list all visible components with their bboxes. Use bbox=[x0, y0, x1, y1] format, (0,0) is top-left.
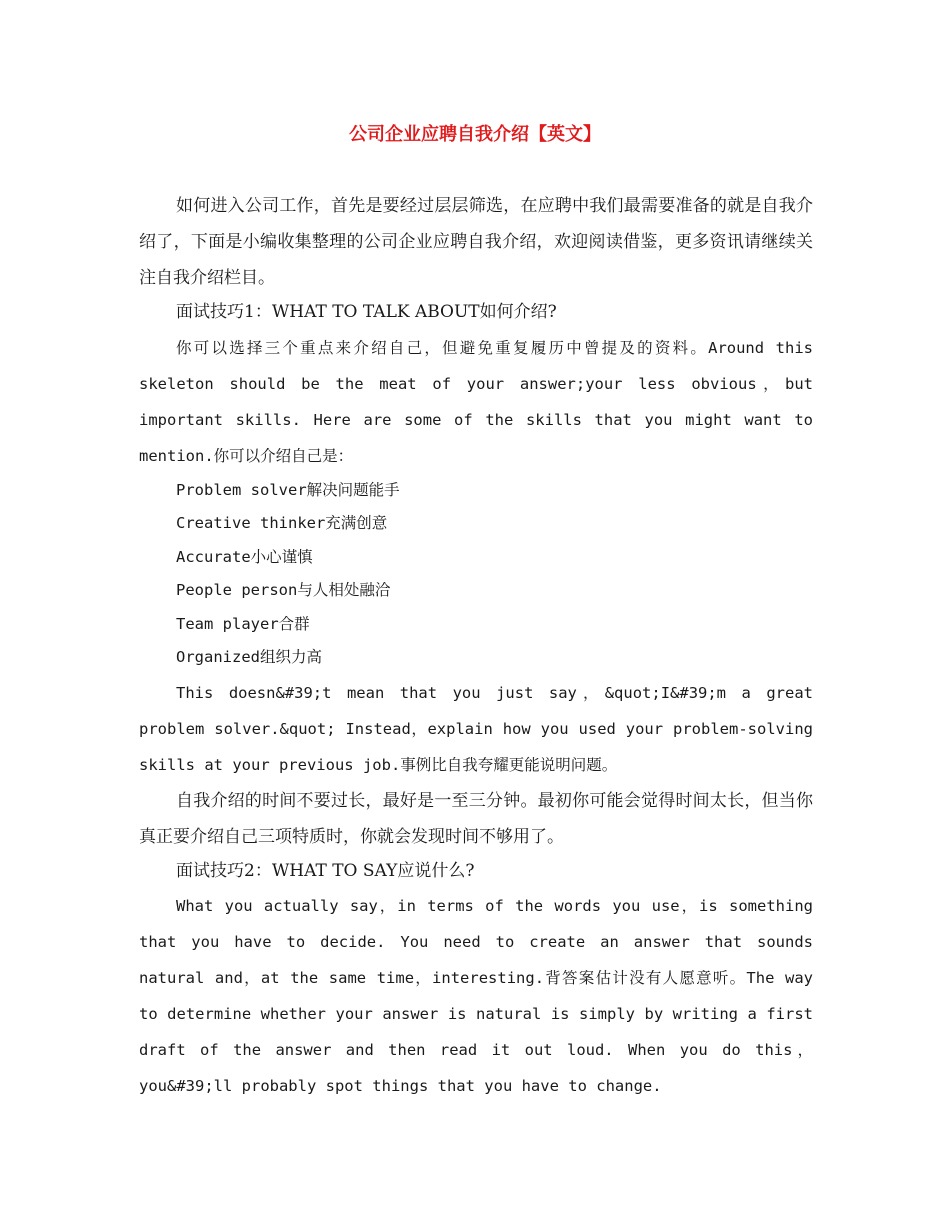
intro-paragraph: 如何进入公司工作，首先是要经过层层筛选，在应聘中我们最需要准备的就是自我介绍了，下面是小编收集整理的公司企业应聘自我介绍，欢迎阅读借鉴，更多资讯请继续关注自我介绍栏目。 bbox=[139, 196, 813, 288]
duration-paragraph: 自我介绍的时间不要过长，最好是一至三分钟。最初你可能会觉得时间太长，但当你真正要介绍自己三项特质时，你就会发现时间不够用了。 bbox=[139, 790, 813, 847]
tip2-heading: 面试技巧2：WHAT TO SAY应说什么? bbox=[176, 860, 475, 881]
tip1-heading: 面试技巧1：WHAT TO TALK ABOUT如何介绍? bbox=[176, 302, 557, 322]
skill-item: Organized组织力高 bbox=[176, 648, 322, 666]
tip1-body-paragraph: 你可以选择三个重点来介绍自己，但避免重复履历中曾提及的资料。Around this skeleton should be the meat of your answer;your less obvious，but important skills. Here are some of the skills that you might want to mention.你可以介绍自己是： bbox=[139, 338, 813, 465]
skill-item: Team player合群 bbox=[176, 614, 310, 633]
document-title: 公司企业应聘自我介绍【英文】 bbox=[349, 124, 601, 145]
skill-item: People person与人相处融洽 bbox=[176, 581, 391, 599]
document-body bbox=[139, 188, 813, 1104]
skill-item: Creative thinker充满创意 bbox=[176, 514, 388, 532]
example-paragraph: This doesn&#39;t mean that you just say，&quot;I&#39;m a great problem solver.&quot; Instead，explain how you used your problem-solving skills at your previous job.事例比自我夸耀更能说明问题。 bbox=[139, 683, 813, 774]
skill-item: Problem solver解决问题能手 bbox=[176, 480, 400, 499]
skill-item: Accurate小心谨慎 bbox=[176, 547, 313, 566]
tip2-body-paragraph: What you actually say，in terms of the words you use，is something that you have to decide. You need to create an answer that sounds natural and，at the same time，interesting.背答案估计没有人愿意听。The way to determine whether your answer is natural is simply by writing a first draft of the answer and then read it out loud. When you do this，you&#39;ll probably spot things that you have to change. bbox=[139, 897, 813, 1095]
